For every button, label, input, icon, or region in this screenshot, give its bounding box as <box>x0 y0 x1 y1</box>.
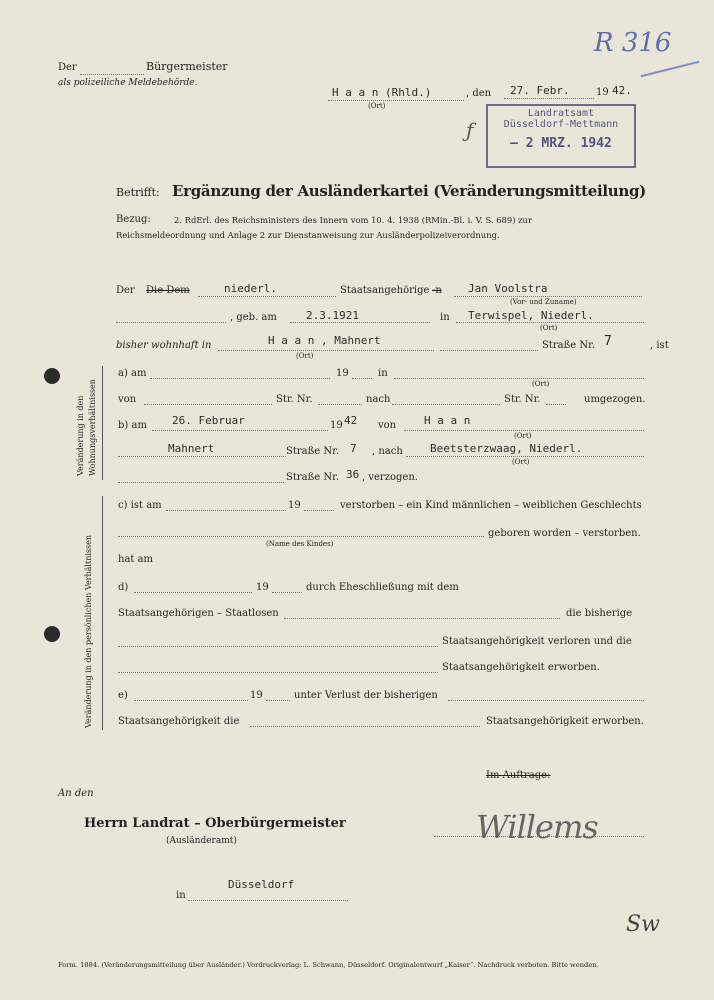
e-label: e) <box>118 690 128 701</box>
a-ort: (Ort) <box>532 380 550 388</box>
c-ist-am: c) ist am <box>118 500 162 511</box>
staat-label: Staatsangehörige <box>340 285 430 296</box>
staat-suffix: -n <box>432 285 442 296</box>
e-text: unter Verlust der bisherigen <box>294 690 438 701</box>
punch-hole-top <box>44 368 60 384</box>
nach-label: nach <box>366 394 391 405</box>
stamp-date: – 2 MRZ. 1942 <box>510 136 612 151</box>
b-street: Mahnert <box>168 442 215 455</box>
c-date-line <box>166 510 286 511</box>
header-der-line <box>80 74 144 75</box>
c-text: verstorben – ein Kind männlichen – weiblichen Geschlechts <box>340 500 642 511</box>
a-date-line <box>150 378 330 379</box>
b-strasse-nr-2: Straße Nr. <box>286 472 339 483</box>
year-prefix: 19 <box>596 87 609 98</box>
geboren-label: geboren worden – verstorben. <box>488 528 641 539</box>
b-year: 42 <box>344 414 358 427</box>
form-footer: Form. 1884. (Veränderungsmitteilung über Ausländer.) Vordruckverlag: L. Schwann, Düsseldorf. Originalentwurf „Kaiser“. Nachdruck verboten. Bitte wenden. <box>58 961 599 969</box>
office-title: Bürgermeister <box>146 60 228 73</box>
city-line <box>188 900 348 901</box>
b-am: b) am <box>118 420 147 431</box>
bezug-label: Bezug: <box>116 214 151 225</box>
b-line-3 <box>118 482 284 483</box>
in-label: in <box>440 312 450 323</box>
bezug-line-2: Reichsmeldeordnung und Anlage 2 zur Dienstanweisung zur Ausländerpolizeiverordnung. <box>116 230 500 240</box>
subject-title: Ergänzung der Ausländerkartei (Veränderungsmitteilung) <box>172 182 646 200</box>
b-nach: , nach <box>372 446 403 457</box>
der-label: Der <box>116 285 135 296</box>
d-erworben: Staatsangehörigkeit erworben. <box>442 662 600 673</box>
e-staat: Staatsangehörigkeit die <box>118 716 240 727</box>
umgezogen-label: umgezogen. <box>584 394 646 405</box>
wohnung-side-label-1: Veränderung in den <box>76 395 85 476</box>
header-der: Der <box>58 62 77 73</box>
residence: H a a n , Mahnert <box>268 334 381 347</box>
d-erworben-line <box>118 672 438 673</box>
ort-caption: (Ort) <box>540 324 558 332</box>
d-year-line <box>272 592 302 593</box>
house-no: 7 <box>604 334 612 349</box>
a-19: 19 <box>336 368 349 379</box>
persoenlich-side-label: Veränderung in den persönlichen Verhältnissen <box>84 534 93 728</box>
b-no: 7 <box>350 442 357 455</box>
place-typed: H a a n (Rhld.) <box>332 86 432 99</box>
place-line <box>328 100 464 101</box>
date-prefix: , den <box>466 88 492 99</box>
ist-label: , ist <box>650 340 669 351</box>
stamp-line-1: Landratsamt <box>527 108 595 119</box>
d-19: 19 <box>256 582 269 593</box>
hat-am: hat am <box>118 554 154 565</box>
nationality-line <box>198 296 336 297</box>
d-bisherige: die bisherige <box>566 608 633 619</box>
e-19: 19 <box>250 690 263 701</box>
c-19: 19 <box>288 500 301 511</box>
b-date: 26. Februar <box>172 414 245 427</box>
a-am: a) am <box>118 368 147 379</box>
a-place-line <box>394 378 644 379</box>
recipient: Herrn Landrat – Oberbürgermeister <box>84 816 346 831</box>
prefix-line <box>116 322 226 323</box>
geb-label: , geb. am <box>230 312 277 323</box>
b-ort-1: (Ort) <box>514 432 532 440</box>
initials: Sw <box>626 912 660 937</box>
d-date-line <box>134 592 252 593</box>
im-auftrage: Im Auftrage: <box>486 770 551 781</box>
e-staat-line <box>250 726 480 727</box>
nationality: niederl. <box>224 282 277 295</box>
d-text: durch Eheschließung mit dem <box>306 582 459 593</box>
b-strasse-nr: Straße Nr. <box>286 446 339 457</box>
str-nr-label: Str. Nr. <box>276 394 313 405</box>
pencil-reference: R 316 <box>594 28 672 58</box>
b-dest-line <box>406 456 644 457</box>
str-nr-label-2: Str. Nr. <box>504 394 541 405</box>
pencil-underline <box>641 61 700 77</box>
e-text-line <box>448 700 644 701</box>
verzogen-label: , verzogen. <box>362 472 418 483</box>
d-label: d) <box>118 582 129 593</box>
b-dest: Beetsterzwaag, Niederl. <box>430 442 583 455</box>
strasse-label: Straße Nr. <box>542 340 595 351</box>
year-typed: 42. <box>612 84 632 97</box>
birth-date: 2.3.1921 <box>306 309 359 322</box>
in-label-footer: in <box>176 890 186 901</box>
residence-line <box>218 350 434 351</box>
nach-line <box>392 404 500 405</box>
bisher-label: bisher wohnhaft in <box>116 340 212 351</box>
d-staat-line <box>284 618 560 619</box>
von-line <box>144 404 272 405</box>
b-19: 19 <box>330 420 343 431</box>
d-staat: Staatsangehörigen – Staatlosen <box>118 608 279 619</box>
signature: Willems <box>476 808 598 846</box>
ort-caption-2: (Ort) <box>296 352 314 360</box>
b-von: von <box>378 420 397 431</box>
city: Düsseldorf <box>228 878 295 891</box>
str-nr-line-2 <box>546 404 566 405</box>
c-year-line <box>304 510 334 511</box>
persoenlich-bracket <box>102 496 103 730</box>
str-nr-line <box>318 404 362 405</box>
received-stamp <box>486 104 636 168</box>
wohnung-bracket <box>102 366 103 480</box>
pencil-mark: ƒ <box>466 118 474 142</box>
b-place-line <box>404 430 644 431</box>
name-line <box>454 296 642 297</box>
a-in: in <box>378 368 388 379</box>
von-label: von <box>118 394 137 405</box>
birth-date-line <box>290 322 430 323</box>
name-kind-caption: (Name des Kindes) <box>266 540 334 548</box>
c-kind-line <box>118 536 484 537</box>
b-ort-2: (Ort) <box>512 458 530 466</box>
d-verloren: Staatsangehörigkeit verloren und die <box>442 636 632 647</box>
punch-hole-bottom <box>44 626 60 642</box>
b-date-line <box>152 430 328 431</box>
place-caption: (Ort) <box>368 102 386 110</box>
office-subtitle: als polizeiliche Meldebehörde. <box>58 78 198 88</box>
bezug-line-1: 2. RdErl. des Reichsministers des Innern vom 10. 4. 1938 (RMin.-Bl. i. V. S. 689) zur <box>174 215 532 225</box>
a-year-line <box>352 378 372 379</box>
b-street-line <box>118 456 286 457</box>
an-den: An den <box>58 788 94 799</box>
wohnung-side-label-2: Wohnungsverhältnissen <box>88 379 97 476</box>
street-line <box>440 350 538 351</box>
date-line <box>504 98 594 99</box>
e-erworben: Staatsangehörigkeit erworben. <box>486 716 644 727</box>
recipient-sub: (Ausländeramt) <box>166 836 237 846</box>
b-place: H a a n <box>424 414 471 427</box>
birth-place-line <box>456 322 644 323</box>
die-dem-strike: Die Dem <box>146 285 190 296</box>
person-name: Jan Voolstra <box>468 282 548 295</box>
e-date-line <box>134 700 248 701</box>
subject-label: Betrifft: <box>116 186 160 199</box>
b-no-2: 36 <box>346 468 360 481</box>
name-caption: (Vor- und Zuname) <box>510 298 577 306</box>
d-verloren-line <box>118 646 438 647</box>
date-typed: 27. Febr. <box>510 84 570 97</box>
stamp-line-2: Düsseldorf-Mettmann <box>503 119 619 130</box>
e-year-line <box>266 700 290 701</box>
birth-place: Terwispel, Niederl. <box>468 309 594 322</box>
